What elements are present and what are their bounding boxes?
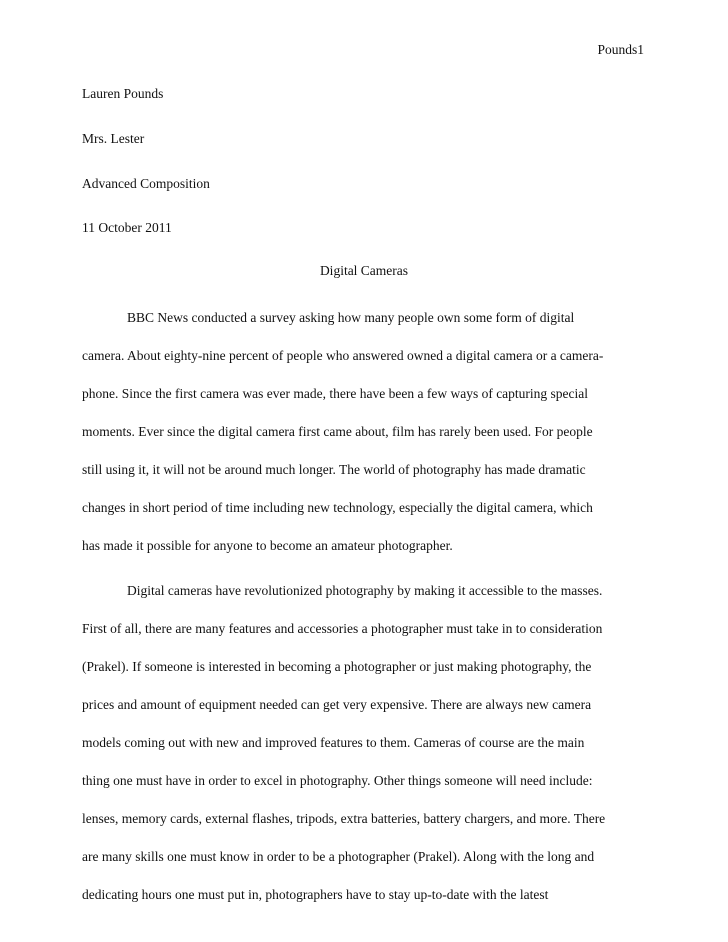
paragraph1-line: phone. Since the first camera was ever made, there have been a few ways of capturing special — [82, 386, 589, 401]
paragraph1-line: camera. About eighty-nine percent of people who answered owned a digital camera or a camera- — [82, 348, 604, 363]
running-head: Pounds1 — [597, 42, 644, 57]
paragraph2-line: thing one must have in order to excel in photography. Other things someone will need include: — [82, 773, 593, 788]
paragraph1-line: changes in short period of time including new technology, especially the digital camera, which — [82, 500, 593, 515]
paragraph2-line: First of all, there are many features and accessories a photographer must take in to consideration — [82, 621, 603, 636]
essay-title: Digital Cameras — [319, 263, 409, 278]
essay-date: 11 October 2011 — [82, 220, 172, 235]
paragraph2-line: prices and amount of equipment needed can get very expensive. There are always new camera — [82, 697, 592, 712]
course-name: Advanced Composition — [82, 176, 210, 191]
paragraph1-line: BBC News conducted a survey asking how many people own some form of digital — [127, 310, 575, 325]
paragraph1-line: still using it, it will not be around much longer. The world of photography has made dramatic — [82, 462, 586, 477]
paragraph2-line: dedicating hours one must put in, photographers have to stay up-to-date with the latest — [82, 887, 549, 902]
author-name: Lauren Pounds — [82, 86, 164, 101]
paragraph2-line: models coming out with new and improved features to them. Cameras of course are the main — [82, 735, 585, 750]
paragraph2-line: lenses, memory cards, external flashes, tripods, extra batteries, battery chargers, and more. There — [82, 811, 606, 826]
paragraph1-line: moments. Ever since the digital camera first came about, film has rarely been used. For people — [82, 424, 593, 439]
instructor-name: Mrs. Lester — [82, 131, 145, 146]
paragraph2-line: (Prakel). If someone is interested in becoming a photographer or just making photography, the — [82, 659, 592, 674]
paragraph1-line: has made it possible for anyone to become an amateur photographer. — [82, 538, 453, 553]
paragraph2-line: Digital cameras have revolutionized photography by making it accessible to the masses. — [127, 583, 603, 598]
paragraph2-line: are many skills one must know in order to be a photographer (Prakel). Along with the long and — [82, 849, 595, 864]
